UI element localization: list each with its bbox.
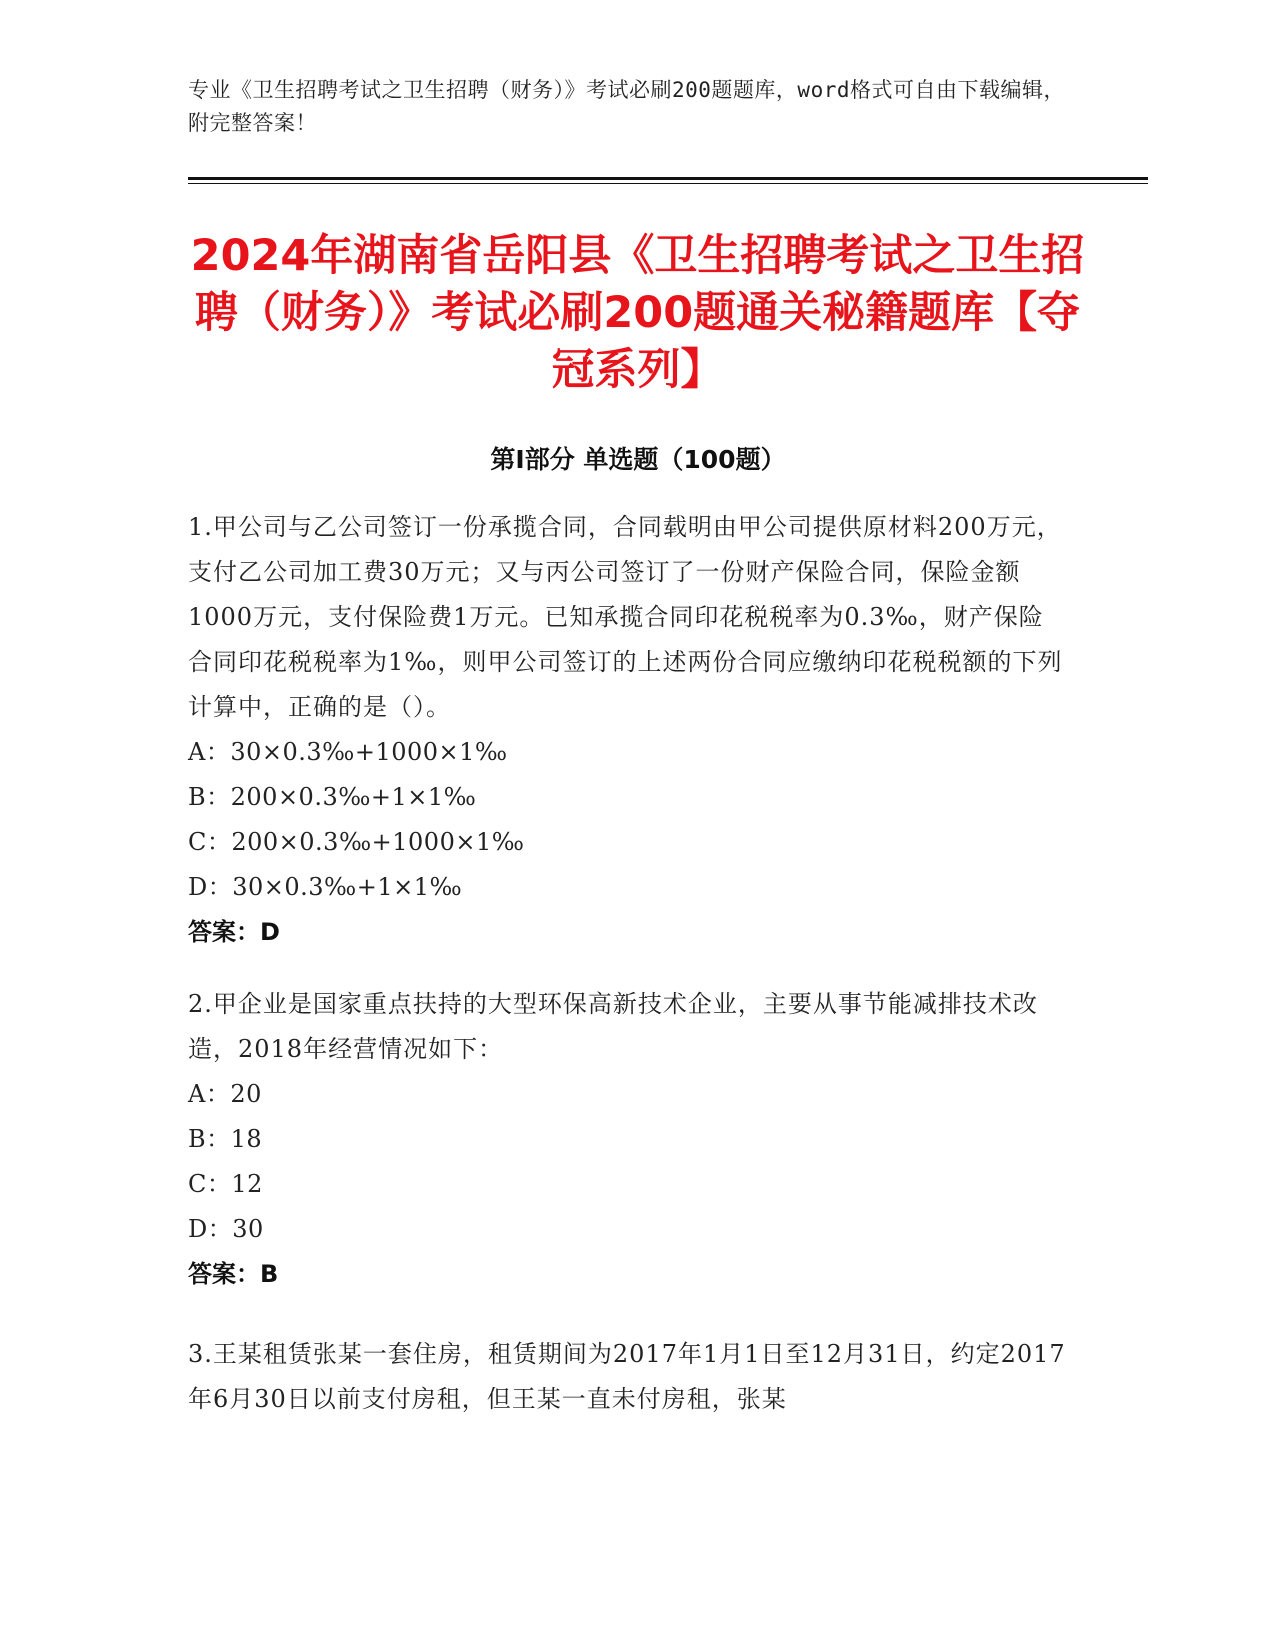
option-c: C：12: [188, 1170, 263, 1198]
option-a: A：30×0.3‰+1000×1‰: [188, 738, 508, 766]
document-title: 2024年湖南省岳阳县《卫生招聘考试之卫生招聘（财务）》考试必刷200题通关秘籍题库【夺冠系列】: [190, 231, 1085, 395]
question-stem: 3.王某租赁张某一套住房，租赁期间为2017年1月1日至12月31日，约定2017年6月30日以前支付房租，但王某一直未付房租，张某: [188, 1340, 1066, 1413]
option-a: A：20: [188, 1080, 262, 1108]
header-note: 专业《卫生招聘考试之卫生招聘（财务）》考试必刷200题题库，word格式可自由下载编辑，附完整答案！: [188, 78, 1065, 135]
option-c: C：200×0.3‰+1000×1‰: [188, 828, 525, 856]
section-heading: 第Ⅰ部分 单选题（100题）: [490, 445, 786, 474]
question-1: [188, 505, 1068, 955]
option-d: D：30: [188, 1215, 264, 1243]
question-stem: 2.甲企业是国家重点扶持的大型环保高新技术企业，主要从事节能减排技术改造，2018年经营情况如下：: [188, 990, 1038, 1063]
header-divider: [188, 177, 1148, 180]
answer: 答案：B: [188, 1260, 279, 1288]
header-divider-thin: [188, 183, 1148, 184]
option-b: B：18: [188, 1125, 263, 1153]
question-2: [188, 982, 1068, 1297]
question-3: [188, 1332, 1068, 1422]
question-stem: 1.甲公司与乙公司签订一份承揽合同，合同载明由甲公司提供原材料200万元，支付乙公司加工费30万元；又与丙公司签订了一份财产保险合同，保险金额1000万元，支付保险费1万元。已知承揽合同印花税税率为0.3‰，财产保险合同印花税税率为1‰，则甲公司签订的上述两份合同应缴纳印花税税额的下列计算中，正确的是（）。: [188, 513, 1063, 721]
option-d: D：30×0.3‰+1×1‰: [188, 873, 463, 901]
answer: 答案：D: [188, 918, 280, 946]
option-b: B：200×0.3‰+1×1‰: [188, 783, 477, 811]
